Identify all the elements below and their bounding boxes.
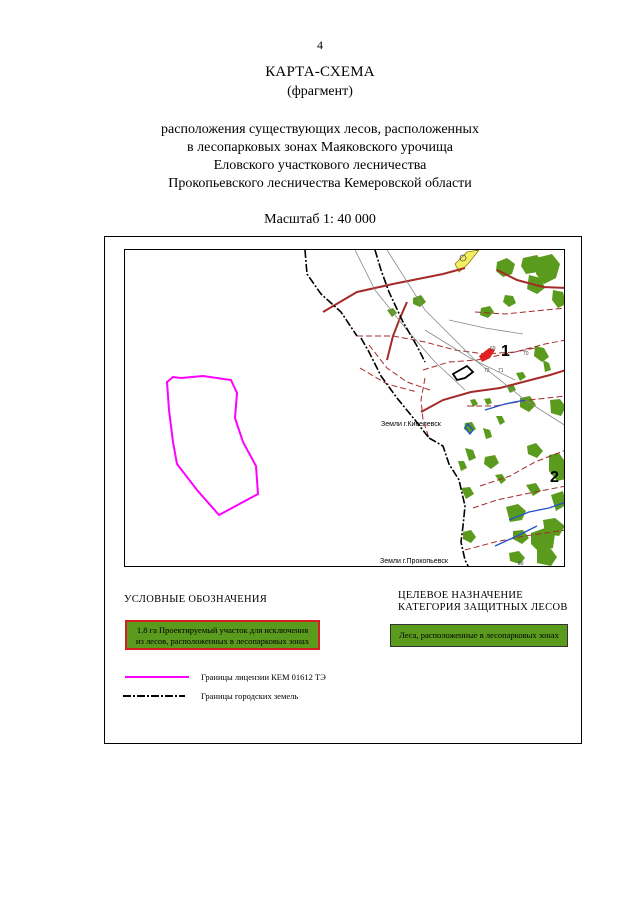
label-71: 71 (498, 368, 504, 374)
purpose-title (398, 590, 568, 614)
label-70: 70 (523, 351, 529, 357)
description-line: Прокопьевского лесничества Кемеровской области (168, 176, 472, 191)
map-title: КАРТА-СХЕМА (265, 64, 375, 80)
outlined-plot (453, 366, 473, 380)
legend-city-label: Границы городских земель (201, 691, 299, 701)
map-subtitle: (фрагмент) (287, 84, 353, 99)
purpose-title-line: ЦЕЛЕВОЕ НАЗНАЧЕНИЕ (398, 590, 523, 601)
license-line-swatch (123, 672, 193, 682)
map-canvas (125, 250, 565, 567)
forest-patches (387, 254, 565, 566)
city-boundary-swatch (123, 691, 193, 701)
label-kvartal-1: 1 (501, 343, 510, 360)
map-scale: Масштаб 1: 40 000 (264, 212, 376, 227)
legend-license-label: Границы лицензии КЕМ 01612 ТЭ (201, 672, 326, 682)
description-line: расположения существующих лесов, расположенных (161, 122, 479, 137)
legend-title: УСЛОВНЫЕ ОБОЗНАЧЕНИЯ (124, 594, 268, 605)
label-kiselevsk: Земли г.Киселевск (381, 421, 441, 428)
legend-forest: Леса, расположенные в лесопарковых зонах (390, 624, 568, 647)
highlight-zone (455, 250, 479, 272)
legend-projected-plot (125, 620, 320, 650)
label-89: 89 (518, 561, 524, 567)
label-69: 69 (490, 346, 496, 352)
legend-plot-line: 1.8 га Проектируемый участок для исключения (136, 625, 309, 635)
label-72: 72 (484, 368, 490, 374)
legend-plot-line: из лесов, расположенных в лесопарковых зонах (135, 636, 310, 646)
description-line: Еловского участкового лесничества (213, 158, 427, 173)
map-area[interactable] (124, 249, 565, 567)
dashed-boundaries (357, 308, 565, 550)
license-boundary (167, 376, 258, 515)
purpose-title-line: КАТЕГОРИЯ ЗАЩИТНЫХ ЛЕСОВ (398, 602, 568, 613)
page-number: 4 (317, 38, 323, 52)
description-line: в лесопарковых зонах Маяковского урочища (187, 140, 453, 155)
city-boundary (305, 250, 469, 567)
label-prokopyevsk: Земли г.Прокопьевск (380, 558, 448, 565)
label-kvartal-2: 2 (550, 469, 559, 486)
map-description (0, 121, 640, 193)
